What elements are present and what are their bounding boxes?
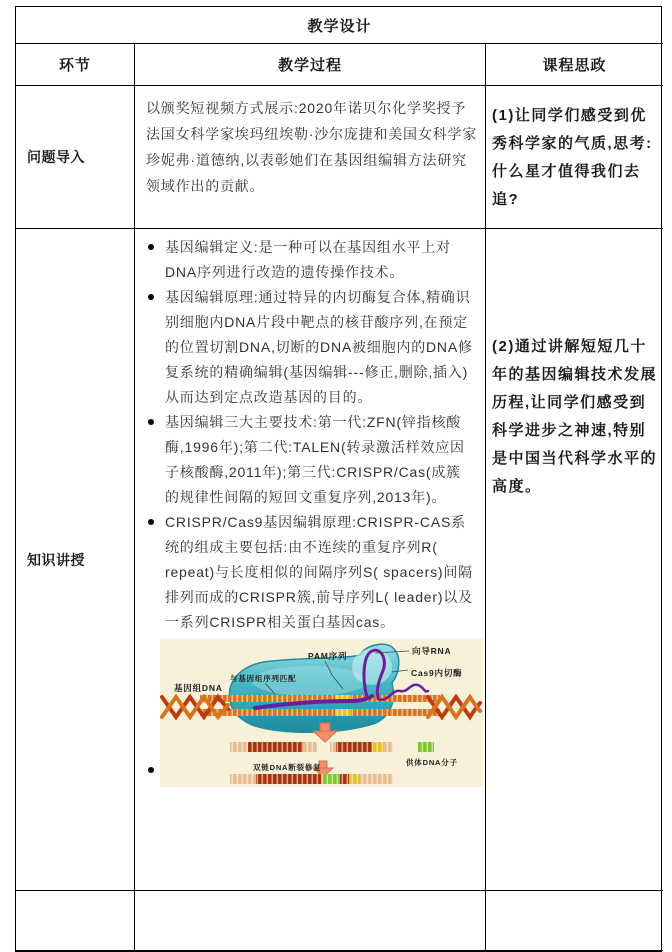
crispr-cas9-diagram [160,639,483,787]
label-donor-dna: 供体DNA分子 [406,758,458,767]
bullet-three-technologies: 基因编辑三大主要技术:第一代:ZFN(锌指核酸酶,1996年);第二代:TALEN(转录激活样效应因子核酸酶,2011年);第三代:CRISPR/Cas(成簇的规律性间隔的短回文重复序列,2013年)。 [146,410,473,510]
process-cell-next [135,891,486,951]
dna-fragment-right [330,742,393,752]
label-pam: PAM序列 [308,651,348,661]
ideology-cell-next [486,891,663,951]
stage-cell-knowledge: 知识讲授 [16,229,135,891]
bullet-diagram [146,639,473,787]
stage-cell-next [16,891,135,951]
column-header-stage: 环节 [16,44,135,86]
bullet-crispr-cas9: CRISPR/Cas9基因编辑原理:CRISPR-CAS系统的组成主要包括:由不连续的重复序列R( repeat)与长度相似的间隔序列S( spacers)间隔排列而成的CRISPR簇,前导序列L( leader)以及一系列CRISPR相关蛋白基因cas。 [146,510,473,635]
label-genomic-dna: 基因组DNA [174,683,223,693]
column-header-process: 教学过程 [135,44,486,86]
teaching-design-table [15,6,662,952]
label-cas9: Cas9内切酶 [411,668,463,678]
stage-cell-intro: 问题导入 [16,86,135,229]
ideology-cell-2: (2)通过讲解短短几十年的基因编辑技术发展历程,让同学们感受到科学进步之神速,特别是中国当代科学水平的高度。 [486,229,663,891]
page-title: 教学设计 [16,7,663,44]
ideology-cell-1: (1)让同学们感受到优秀科学家的气质,思考:什么星才值得我们去追? [486,86,663,229]
label-sequence-match: 与基因组序列匹配 [230,674,297,683]
bullet-principle: 基因编辑原理:通过特异的内切酶复合体,精确识别细胞内DNA片段中靶点的核苷酸序列,在预定的位置切割DNA,切断的DNA被细胞内的DNA修复系统的精确编辑(基因编辑---修正,删除,插入)从而达到定点改造基因的目的。 [146,285,473,410]
repaired-dna [230,774,393,784]
process-cell-knowledge [135,229,486,891]
gene-editing-bullet-list [146,235,473,787]
column-header-ideology: 课程思政 [486,44,663,86]
dna-fragment-left [230,742,317,752]
label-guide-rna: 向导RNA [412,646,452,656]
process-cell-intro: 以颁奖短视频方式展示:2020年诺贝尔化学奖授予法国女科学家埃玛纽埃勒·沙尔庞捷和美国女科学家珍妮弗·道德纳,以表彰她们在基因组编辑方法研究领域作出的贡献。 [135,86,486,229]
label-repair: 双链DNA断裂修复 [253,763,322,772]
bullet-definition: 基因编辑定义:是一种可以在基因组水平上对DNA序列进行改造的遗传操作技术。 [146,235,473,285]
